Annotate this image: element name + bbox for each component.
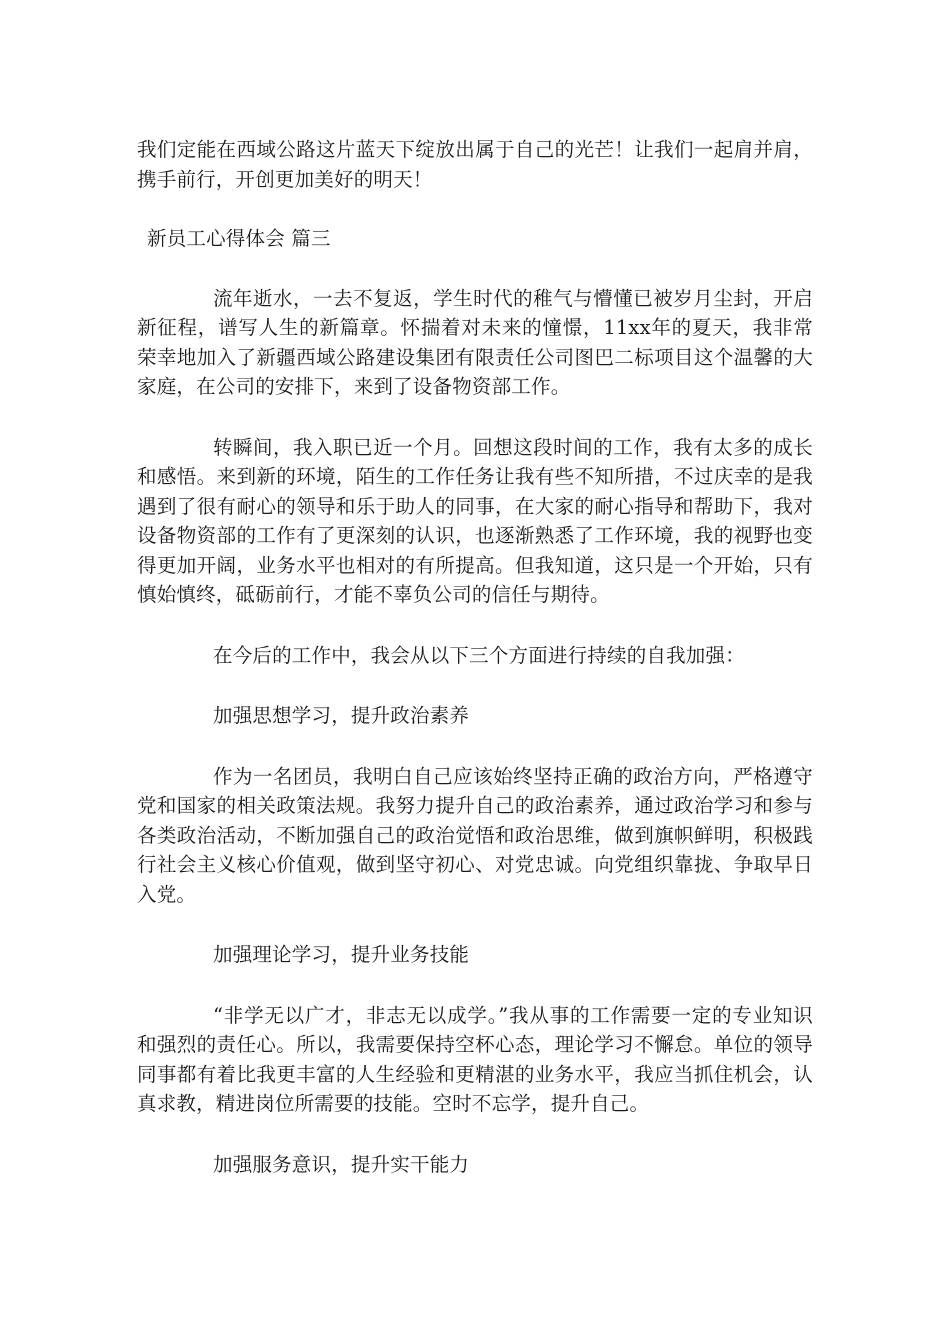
paragraph-thought: 作为一名团员，我明白自己应该始终坚持正确的政治方向，严格遵守党和国家的相关政策法规。我努力提升自己的政治素养，通过政治学习和参与各类政治活动，不断加强自己的政治觉悟和政治思维，做到旗帜鲜明，积极践行社会主义核心价值观，做到坚守初心、对党忠诚。向党组织靠拢、争取早日入党。 [137,764,813,906]
subheading-thought: 加强思想学习，提升政治素养 [213,704,470,727]
paragraph-theory: “非学无以广才，非志无以成学。”我从事的工作需要一定的专业知识和强烈的责任心。所以，我需要保持空杯心态，理论学习不懈怠。单位的领导同事都有着比我更丰富的人生经验和更精湛的业务水平，我应当抓住机会，认真求教，精进岗位所需要的技能。空时不忘学，提升自己。 [137,1003,813,1115]
paragraph-plan: 在今后的工作中，我会从以下三个方面进行持续的自我加强： [213,643,745,667]
document-body [137,135,813,1179]
section-title: 新员工心得体会 篇三 [147,227,331,250]
subheading-service: 加强服务意识，提升实干能力 [213,1152,470,1176]
paragraph-closing: 我们定能在西域公路这片蓝天下绽放出属于自己的光芒！让我们一起肩并肩，携手前行，开创更加美好的明天！ [137,138,813,191]
subheading-theory: 加强理论学习，提升业务技能 [213,943,470,966]
paragraph-intro: 流年逝水，一去不复返，学生时代的稚气与懵懂已被岁月尘封，开启新征程，谱写人生的新篇章。怀揣着对未来的憧憬，11xx年的夏天，我非常荣幸地加入了新疆西域公路建设集团有限责任公司图巴二标项目这个温馨的大家庭，在公司的安排下，来到了设备物资部工作。 [137,286,813,398]
paragraph-reflection: 转瞬间，我入职已近一个月。回想这段时间的工作，我有太多的成长和感悟。来到新的环境，陌生的工作任务让我有些不知所措，不过庆幸的是我遇到了很有耐心的领导和乐于助人的同事，在大家的耐心指导和帮助下，我对设备物资部的工作有了更深刻的认识，也逐渐熟悉了工作环境，我的视野也变得更加开阔，业务水平也相对的有所提高。但我知道，这只是一个开始，只有慎始慎终，砥砺前行，才能不辜负公司的信任与期待。 [137,435,813,606]
